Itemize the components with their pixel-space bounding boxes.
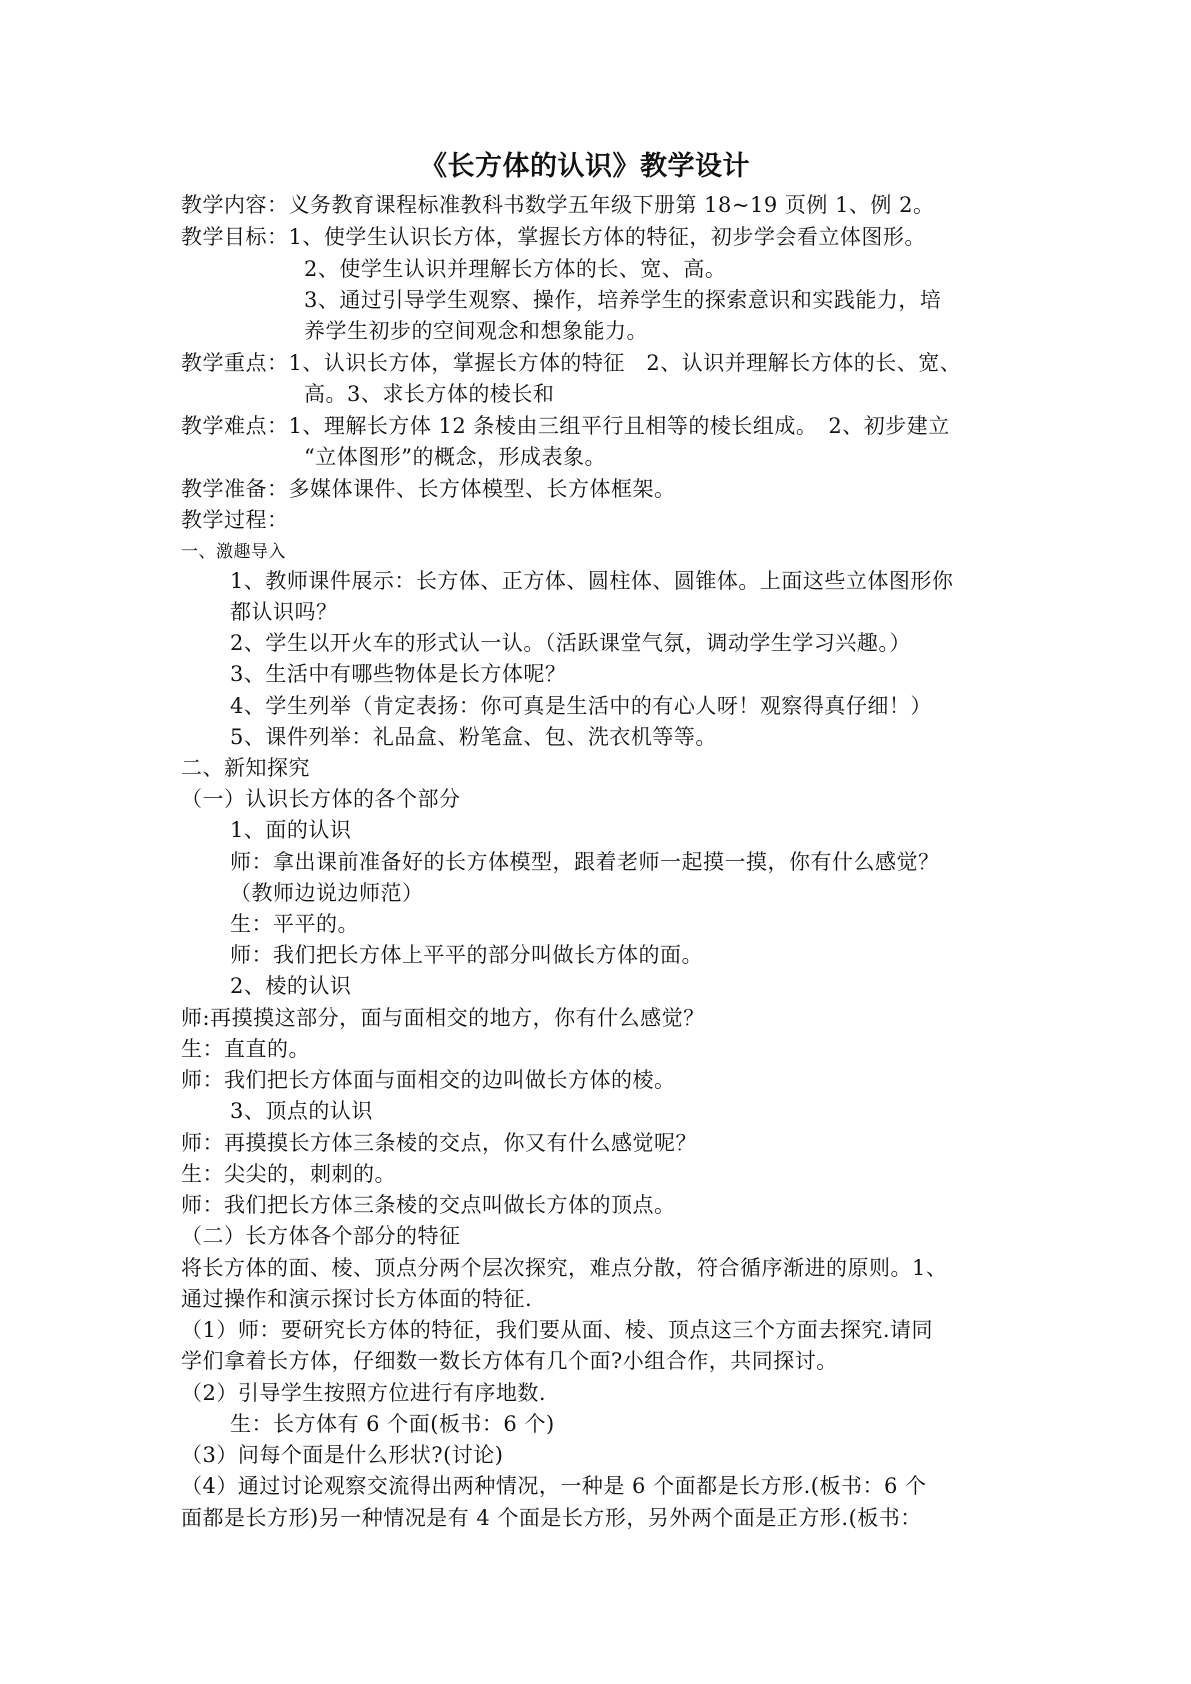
document-title: 《长方体的认识》教学设计 xyxy=(420,151,750,182)
text-line: 教学内容：义务教育课程标准教科书数学五年级下册第 18~19 页例 1、例 2。 xyxy=(181,193,935,217)
subsection-heading: （二）长方体各个部分的特征 xyxy=(181,1224,461,1248)
text-line: 面都是长方形)另一种情况是有 4 个面是长方形，另外两个面是正方形.(板书： xyxy=(181,1506,922,1530)
text-line: （2）引导学生按照方位进行有序地数. xyxy=(181,1381,547,1405)
text-line: 通过操作和演示探讨长方体面的特征. xyxy=(181,1287,533,1311)
text-line: 师：我们把长方体三条棱的交点叫做长方体的顶点。 xyxy=(181,1193,676,1217)
text-line: （3）问每个面是什么形状?(讨论) xyxy=(181,1443,504,1467)
text-line: 3、通过引导学生观察、操作，培养学生的探索意识和实践能力，培 xyxy=(304,288,942,312)
text-line: 生：尖尖的，刺刺的。 xyxy=(181,1162,396,1186)
text-line: 师：再摸摸长方体三条棱的交点，你又有什么感觉呢？ xyxy=(181,1131,697,1155)
text-line: 师:再摸摸这部分，面与面相交的地方，你有什么感觉？ xyxy=(181,1006,705,1030)
text-line: 师：拿出课前准备好的长方体模型，跟着老师一起摸一摸，你有什么感觉？ xyxy=(230,850,940,874)
text-line: 2、使学生认识并理解长方体的长、宽、高。 xyxy=(304,257,727,281)
text-line: 教学准备：多媒体课件、长方体模型、长方体框架。 xyxy=(181,477,676,501)
text-line: 教学过程： xyxy=(181,508,289,532)
text-line: 养学生初步的空间观念和想象能力。 xyxy=(304,319,648,343)
text-line: 4、学生列举（肯定表扬：你可真是生活中的有心人呀！观察得真仔细！） xyxy=(230,694,932,718)
text-line: 生：长方体有 6 个面(板书：6 个) xyxy=(230,1412,555,1436)
text-line: 2、学生以开火车的形式认一认。（活跃课堂气氛，调动学生学习兴趣。） xyxy=(230,631,911,655)
section-heading: 一、激趣导入 xyxy=(181,542,286,562)
text-line: 教学难点：1、理解长方体 12 条棱由三组平行且相等的棱长组成。 2、初步建立 xyxy=(181,414,950,438)
text-line: 师：我们把长方体上平平的部分叫做长方体的面。 xyxy=(230,943,703,967)
text-line: 教学重点：1、认识长方体，掌握长方体的特征 2、认识并理解长方体的长、宽、 xyxy=(181,351,962,375)
text-line: 5、课件列举：礼品盒、粉笔盒、包、洗衣机等等。 xyxy=(230,725,717,749)
section-heading: 二、新知探究 xyxy=(181,756,310,780)
text-line: （4）通过讨论观察交流得出两种情况，一种是 6 个面都是长方形.(板书：6 个 xyxy=(181,1474,927,1498)
text-line: 2、棱的认识 xyxy=(230,974,352,998)
text-line: 生：直直的。 xyxy=(181,1037,310,1061)
text-line: 3、生活中有哪些物体是长方体呢？ xyxy=(230,662,567,686)
text-line: 高。3、求长方体的棱长和 xyxy=(304,382,555,406)
text-line: 生：平平的。 xyxy=(230,912,359,936)
text-line: “立体图形”的概念，形成表象。 xyxy=(304,445,606,469)
text-line: （1）师：要研究长方体的特征，我们要从面、棱、顶点这三个方面去探究.请同 xyxy=(181,1318,934,1342)
text-line: 1、教师课件展示：长方体、正方体、圆柱体、圆锥体。上面这些立体图形你 xyxy=(230,569,954,593)
text-line: 都认识吗？ xyxy=(230,600,338,624)
text-line: 1、面的认识 xyxy=(230,818,352,842)
text-line: 师：我们把长方体面与面相交的边叫做长方体的棱。 xyxy=(181,1068,676,1092)
text-line: 学们拿着长方体，仔细数一数长方体有几个面?小组合作，共同探讨。 xyxy=(181,1349,838,1373)
subsection-heading: （一）认识长方体的各个部分 xyxy=(181,787,461,811)
text-line: 将长方体的面、棱、顶点分两个层次探究，难点分散，符合循序渐进的原则。1、 xyxy=(181,1256,948,1280)
text-line: 3、顶点的认识 xyxy=(230,1099,373,1123)
text-line: （教师边说边师范） xyxy=(230,881,424,905)
text-line: 教学目标：1、使学生认识长方体，掌握长方体的特征，初步学会看立体图形。 xyxy=(181,225,926,249)
